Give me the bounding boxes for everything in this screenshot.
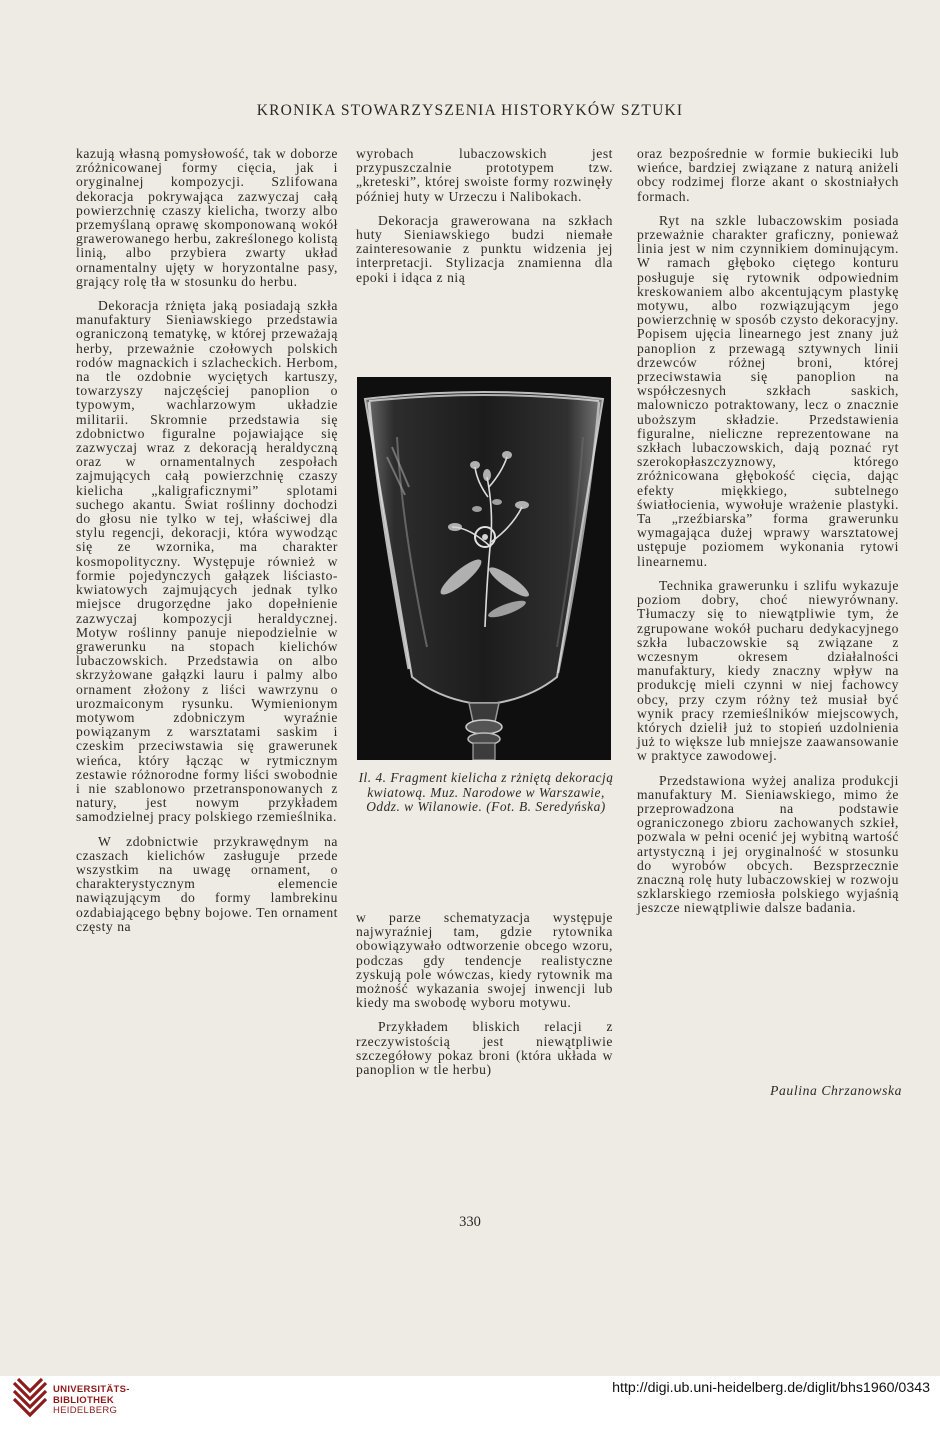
source-url-link[interactable]: http://digi.ub.uni-heidelberg.de/diglit/bhs1960/0343 <box>612 1380 930 1396</box>
library-name-line3: HEIDELBERG <box>53 1405 118 1416</box>
figure-caption: Il. 4. Fragment kielicha z rżniętą dekoracją kwiatową. Muz. Narodowe w Warszawie, Oddz. w Wilanowie. (Fot. B. Seredyńska) <box>358 770 614 815</box>
left-paragraph-1: kazują własną pomysłowość, tak w doborze zróżnicowanej formy cięcia, jak i oryginalnej kompozycji. Szlifowana dekoracja pokrywająca zazwyczaj całą powierzchnię czaszy kielicha, tworzy albo przemyślaną oprawę skomponowaną wokół grawerowanego herbu, zakreślonego kolistą linią, albo przybiera zwarty układ ornamentalny ujęty w horyzontalne pasy, grający rolę tła w stosunku do herbu. <box>76 146 338 289</box>
middle-column-top <box>356 147 613 285</box>
right-paragraph-3: Technika grawerunku i szlifu wykazuje poziom dobry, choć niewyrównany. Tłumaczy się to niewątpliwie tym, że zgrupowane wokół pucharu dedykacyjnego szkła lubaczowskie są związane z wczesnym okresem działalności manufaktury, kiedy znaczny wpływ na produkcję mieli czynni w niej fachowcy obcy, przy czym różny też musiał być wynik pracy rzemieślników miejscowych, których dzielił już to stopień uzdolnienia już to większe lub mniejsze zaawansowanie w praktyce zawodowej. <box>637 577 899 764</box>
library-logo-icon <box>10 1377 50 1421</box>
page-number: 330 <box>459 1214 481 1230</box>
middle-paragraph-4: Przykładem bliskich relacji z rzeczywistością jest niewątpliwie szczegółowy pokaz broni (która układa w panoplion w tle herbu) <box>356 1019 613 1078</box>
left-paragraph-2: Dekoracja rżnięta jaką posiadają szkła manufaktury Sieniawskiego przedstawia ograniczoną tematykę, w której przeważają herby, przeważnie czołowych polskich rodów magnackich i szlacheckich. Herbom, na tle ozdobnie wyciętych kartuszy, towarzyszy najczęściej panoplion o typowym, wachlarzowym układzie militarii. Skromnie przedstawia się zdobnictwo figuralne pojawiające się zazwyczaj wraz z dekoracją heraldyczną oraz w ornamentalnych zespołach zajmujących całą powierzchnię czaszy kielicha „kaligraficznymi” splotami suchego akantu. Świat roślinny dochodzi do głosu nie tylko w tej, właściwej dla stylu regencji, dekoracji, która wywodząc się ze wzornika, ma charakter kosmopolityczny. Występuje również w formie pojedynczych gałązek liściasto-kwiatowych zajmujących jednak tylko miejsce drugorzędne jako dopełnienie zazwyczaj kompozycji heraldycznej. Motyw roślinny panuje niepodzielnie w grawerunku na stopach kielichów lubaczowskich. Przedstawia on albo skrzyżowane gałązki lauru i palmy albo ornament złożony z liści wawrzynu o urozmaiconym rysunku. Wymienionym motywom zdobniczym wyraźnie powiązanym z warsztatami saskim i czeskim przeciwstawia się grawerunek wieńca, który łącząc w rytmicznym zestawie różnorodne formy liści swobodnie i nie szablonowo przetransponowanych z natury, jest nowym przykładem samodzielnej pracy polskiego rzemieślnika. <box>76 298 338 825</box>
middle-paragraph-3: w parze schematyzacja występuje najwyraźniej tam, gdzie rytownika obowiązywało odtworzenie obcego wzoru, podczas gdy tendencje realistyczne zyskują pole wówczas, kiedy rytownik ma możność wykazania swojej inwencji lub kiedy ma swobodę wyboru motywu. <box>356 910 613 1011</box>
middle-paragraph-1: wyrobach lubaczowskich jest przypuszczalnie prototypem tzw. „kreteski”, której swoiste formy rozwinęły później huty w Urzeczu i Nalibokach. <box>356 146 613 204</box>
middle-column-bottom <box>356 911 613 1077</box>
library-name-line1: UNIVERSITÄTS- <box>53 1384 130 1395</box>
left-column <box>76 147 338 934</box>
right-paragraph-2: Ryt na szkle lubaczowskim posiada przeważnie charakter graficzny, ponieważ linia jest w nim czynnikiem dominującym. W ramach głęboko ciętego konturu posługuje się rytownik odpowiednim kreskowaniem albo akcentującym plastykę motywu, albo rozwiązującym jego powierzchnię w sposób czysto dekoracyjny. Popisem ujęcia linearnego jest znany już panoplion z przewagą sztywnych linii drzewców różnej broni, której przeciwstawia się panoplion na współczesnych szkłach saskich, malowniczo potraktowany, lecz o znacznie uboższym składzie. Przedstawienia figuralne, nieliczne reprezentowane na szkłach lubaczowskich, dają poznać ryt szerokopłaszczyznowy, którego zróżnicowana głębokość cięcia, dając efekty miękkiego, subtelnego światłocienia, wywołuje wrażenie plastyki. Ta „rzeźbiarska” forma grawerunku wymagająca dużej wprawy warsztatowej ustępuje poziomem wykonania rytowi linearnemu. <box>637 212 899 569</box>
middle-paragraph-2: Dekoracja grawerowana na szkłach huty Sieniawskiego budzi niemałe zainteresowanie z punktu widzenia jej interpretacji. Stylizacja znamienna dla epoki i idąca z nią <box>356 212 613 285</box>
goblet-photograph <box>357 377 611 760</box>
library-name <box>53 1385 130 1417</box>
right-paragraph-4: Przedstawiona wyżej analiza produkcji manufaktury M. Sieniawskiego, mimo że przeprowadzona na podstawie ograniczonego zbioru zachowanych szkieł, pozwala w pełni ocenić jej wybitną wartość artystyczną i jej oryginalność w stosunku do wyrobów obcych. Bezsprzecznie znaczną rolę huty lubaczowskiej w rozwoju szklarskiego rzemiosła polskiego wyjaśnią jeszcze niewątpliwie dalsze badania. <box>637 772 899 916</box>
right-column <box>637 147 899 916</box>
author-signature: Paulina Chrzanowska <box>770 1083 902 1098</box>
left-paragraph-3: W zdobnictwie przykrawędnym na czaszach kielichów zasługuje przede wszystkim na uwagę ornament, o charakterystycznym elemencie nawiązującym do formy lambrekinu ozdabiającego bębny bojowe. Ten ornament częsty na <box>76 833 338 934</box>
running-head: KRONIKA STOWARZYSZENIA HISTORYKÓW SZTUKI <box>256 102 684 119</box>
goblet-image <box>357 377 611 760</box>
library-name-line2: BIBLIOTHEK <box>53 1394 115 1406</box>
right-paragraph-1: oraz bezpośrednie w formie bukieciki lub wieńce, bardziej związane z naturą aniżeli obcy rodzimej florze akant o skostniałych formach. <box>637 146 899 204</box>
